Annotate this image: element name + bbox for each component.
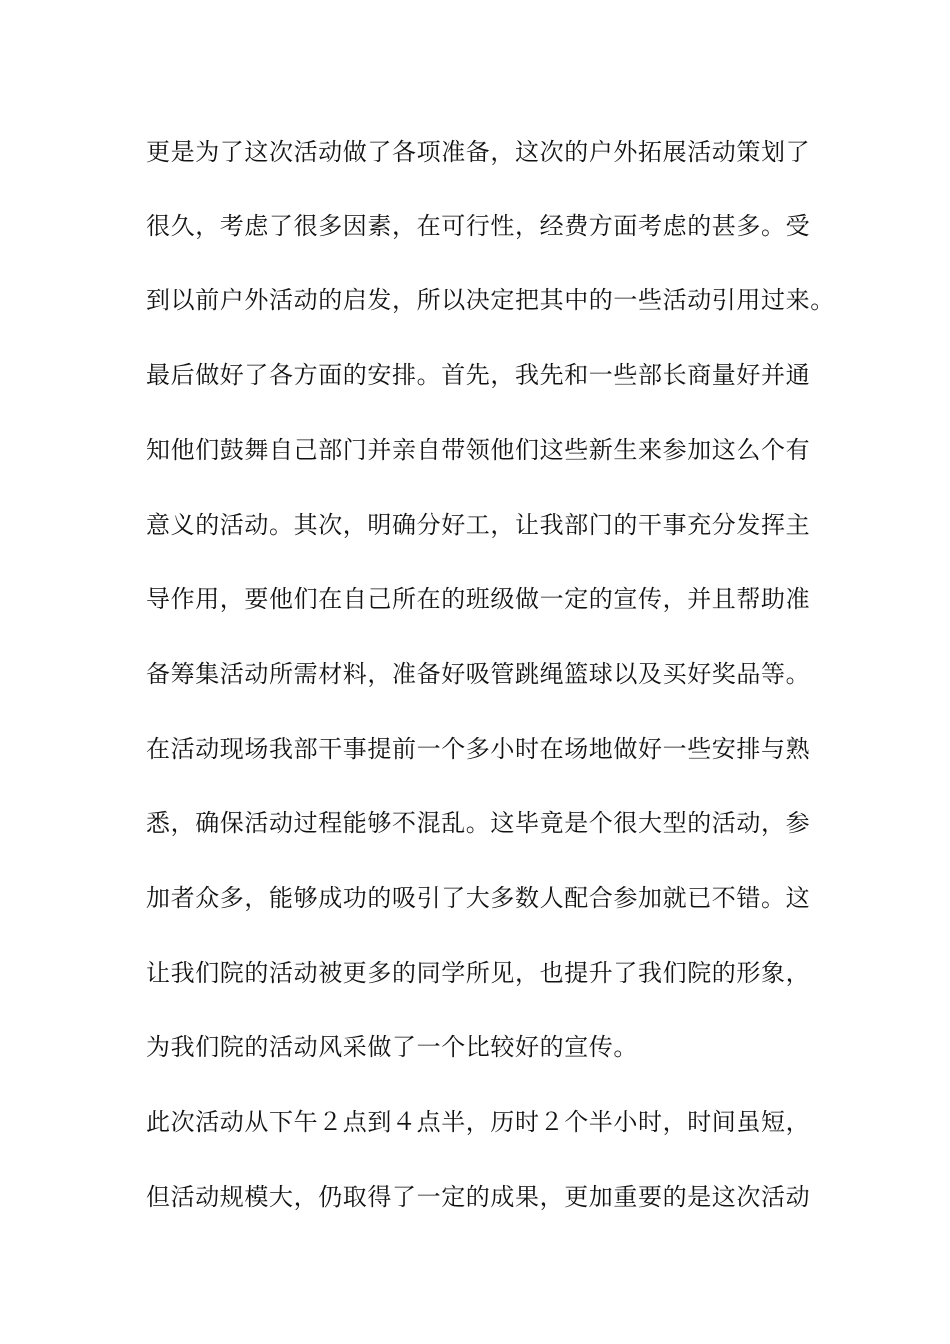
text-line-13: 为我们院的活动风采做了一个比较好的宣传。 [146, 1033, 638, 1061]
text-line-2: 很久，考虑了很多因素，在可行性，经费方面考虑的甚多。受 [146, 212, 811, 240]
text-line-9: 在活动现场我部干事提前一个多小时在场地做好一些安排与熟 [146, 735, 811, 763]
text-line-15: 但活动规模大，仍取得了一定的成果，更加重要的是这次活动 [146, 1183, 811, 1211]
text-line-4: 最后做好了各方面的安排。首先，我先和一些部长商量好并通 [146, 361, 811, 389]
text-line-3: 到以前户外活动的启发，所以决定把其中的一些活动引用过来。 [146, 286, 835, 314]
text-line-6: 意义的活动。其次，明确分好工，让我部门的干事充分发挥主 [146, 511, 811, 539]
text-line-1: 更是为了这次活动做了各项准备，这次的户外拓展活动策划了 [146, 138, 811, 166]
text-line-12: 让我们院的活动被更多的同学所见，也提升了我们院的形象， [146, 959, 811, 987]
text-line-5: 知他们鼓舞自己部门并亲自带领他们这些新生来参加这么个有 [146, 436, 811, 464]
text-line-14: 此次活动从下午２点到４点半，历时２个半小时，时间虽短， [146, 1108, 811, 1136]
text-line-11: 加者众多，能够成功的吸引了大多数人配合参加就已不错。这 [146, 884, 811, 912]
text-line-10: 悉，确保活动过程能够不混乱。这毕竟是个很大型的活动，参 [146, 809, 811, 837]
text-line-8: 备筹集活动所需材料，准备好吸管跳绳篮球以及买好奖品等。 [146, 660, 811, 688]
text-line-7: 导作用，要他们在自己所在的班级做一定的宣传，并且帮助准 [146, 585, 811, 613]
